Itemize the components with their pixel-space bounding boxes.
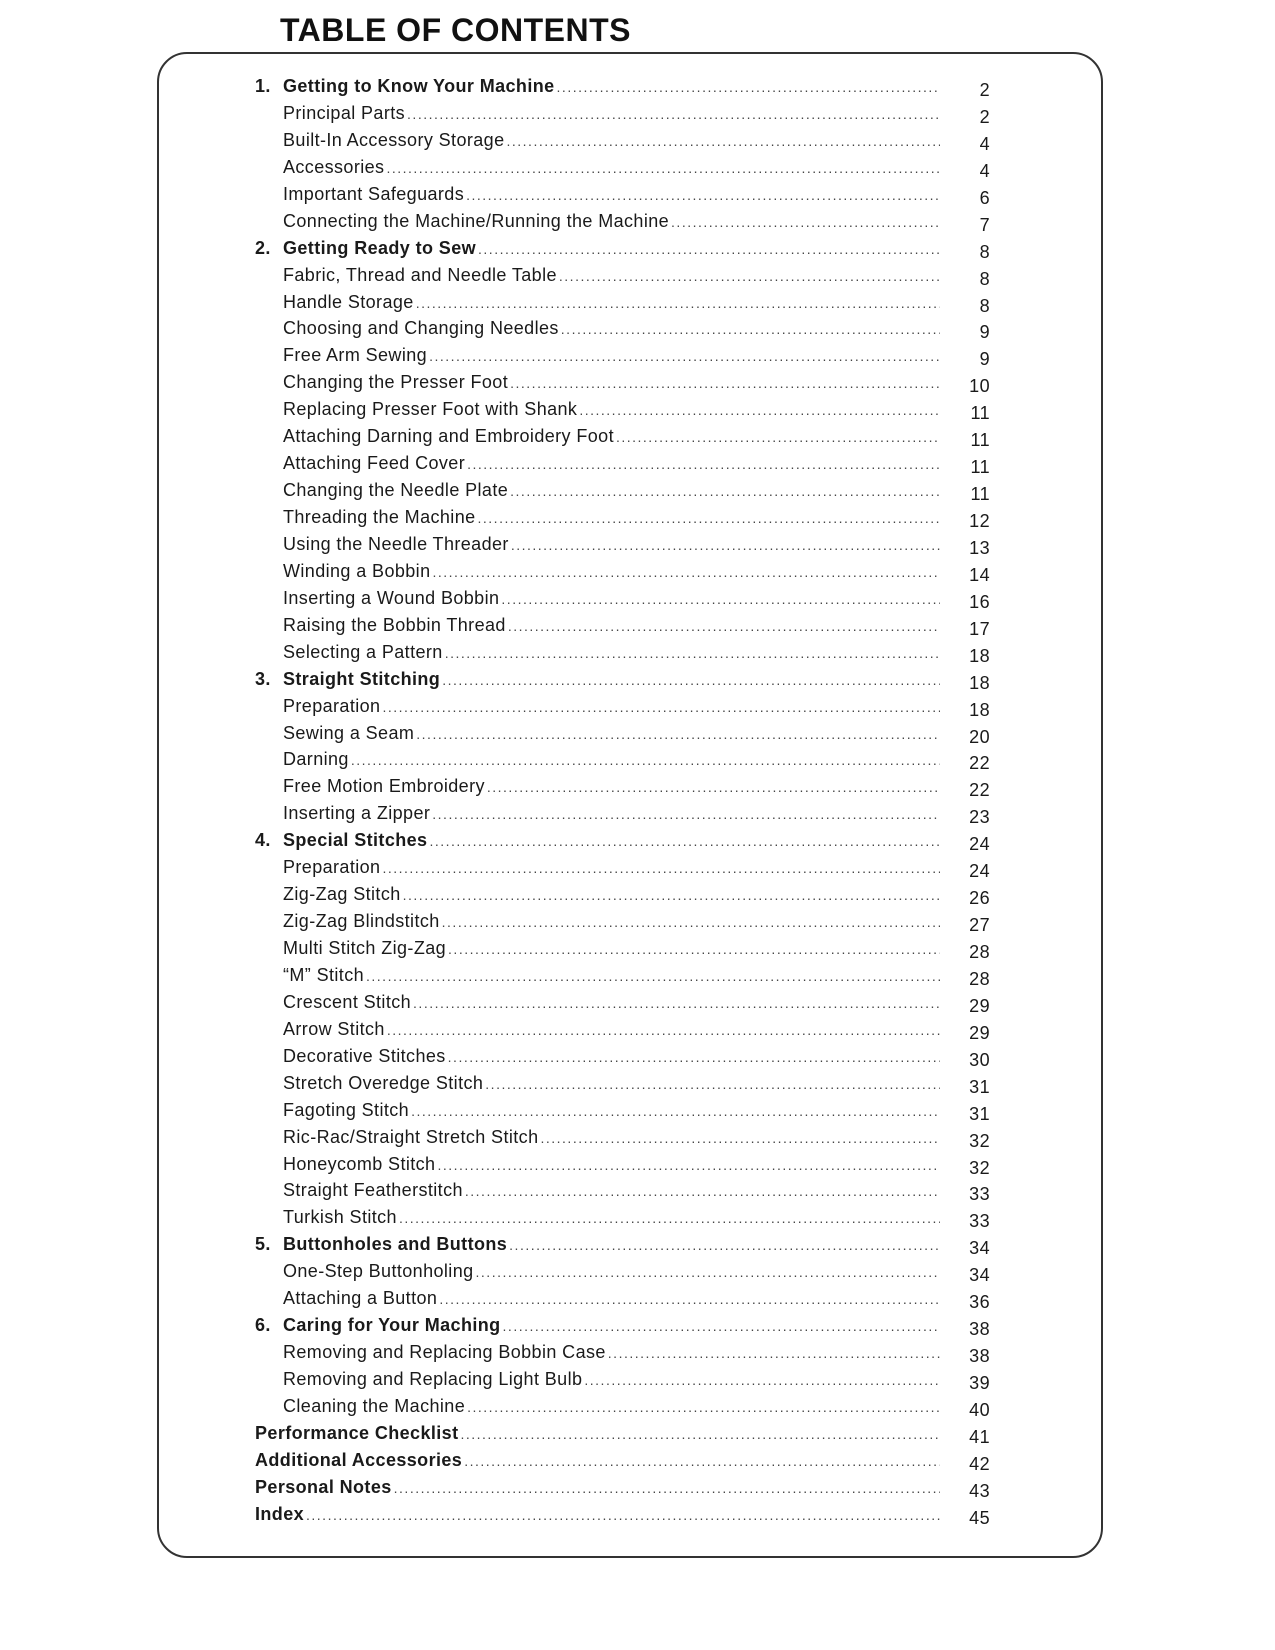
dot-leader bbox=[467, 456, 940, 472]
entry-title: Caring for Your Maching bbox=[283, 1315, 501, 1336]
toc-entry bbox=[255, 345, 990, 372]
toc-entry bbox=[255, 749, 990, 776]
toc-entry bbox=[255, 911, 990, 938]
page-number: 11 bbox=[970, 457, 990, 478]
page-number: 6 bbox=[979, 187, 990, 208]
toc-entry bbox=[255, 965, 990, 992]
page-number: 28 bbox=[969, 968, 990, 989]
toc-entry-heading bbox=[255, 776, 485, 797]
section-number: 1. bbox=[255, 76, 271, 96]
toc-entry bbox=[255, 696, 990, 723]
dot-leader bbox=[403, 887, 940, 903]
page-number: 30 bbox=[969, 1049, 990, 1070]
entry-title: Turkish Stitch bbox=[283, 1207, 397, 1228]
toc-entry bbox=[255, 1423, 990, 1450]
toc-entry bbox=[255, 184, 990, 211]
toc-entry bbox=[255, 1019, 990, 1046]
dot-leader bbox=[413, 995, 940, 1011]
toc-entry-heading bbox=[255, 1288, 437, 1309]
dot-leader bbox=[466, 187, 940, 203]
entry-title: Handle Storage bbox=[283, 291, 414, 312]
dot-leader bbox=[561, 321, 940, 337]
toc-entry bbox=[255, 1369, 990, 1396]
entry-title: Changing the Needle Plate bbox=[283, 480, 509, 501]
section-number: 5. bbox=[255, 1234, 271, 1255]
dot-leader bbox=[382, 860, 940, 876]
entry-title: Zig-Zag Blindstitch bbox=[283, 911, 440, 932]
toc-entry bbox=[255, 238, 990, 265]
toc-entry-heading bbox=[255, 615, 506, 636]
dot-leader bbox=[429, 348, 940, 364]
dot-leader bbox=[616, 429, 940, 445]
entry-title: Darning bbox=[283, 749, 349, 770]
page-number: 45 bbox=[969, 1507, 990, 1528]
page-number: 22 bbox=[969, 753, 990, 774]
toc-entry-heading bbox=[255, 318, 559, 339]
toc-entry bbox=[255, 1046, 990, 1073]
entry-title: Using the Needle Threader bbox=[283, 533, 509, 554]
toc-entry bbox=[255, 1180, 990, 1207]
toc-entry bbox=[255, 372, 990, 399]
toc-entry-heading bbox=[255, 1019, 385, 1040]
page-number: 8 bbox=[979, 295, 990, 316]
toc-entry-heading bbox=[255, 1100, 409, 1121]
page-number: 43 bbox=[969, 1480, 990, 1501]
toc-entry-heading bbox=[255, 130, 505, 151]
dot-leader bbox=[510, 375, 940, 391]
entry-title: Built-In Accessory Storage bbox=[283, 129, 505, 150]
toc-entry bbox=[255, 76, 990, 103]
entry-title: Raising the Bobbin Thread bbox=[283, 614, 506, 635]
entry-title: Straight Featherstitch bbox=[283, 1180, 463, 1201]
toc-entry-heading bbox=[255, 1342, 606, 1363]
entry-title: Inserting a Zipper bbox=[283, 803, 431, 824]
toc-entry-heading bbox=[255, 1450, 462, 1471]
toc-entry-heading bbox=[255, 1127, 538, 1148]
toc-entry-heading bbox=[255, 534, 509, 555]
dot-leader bbox=[351, 752, 940, 768]
entry-title: Attaching a Button bbox=[283, 1288, 438, 1309]
toc-entry-heading bbox=[255, 1369, 582, 1390]
page-number: 11 bbox=[970, 430, 990, 451]
entry-title: Arrow Stitch bbox=[283, 1018, 385, 1039]
entry-title: Additional Accessories bbox=[255, 1449, 463, 1470]
toc-entry bbox=[255, 1342, 990, 1369]
toc-entry-heading bbox=[255, 507, 476, 528]
page-number: 4 bbox=[979, 160, 990, 181]
entry-title: “M” Stitch bbox=[283, 964, 365, 985]
toc-entry bbox=[255, 399, 990, 426]
toc-entry bbox=[255, 857, 990, 884]
page-number: 4 bbox=[979, 133, 990, 154]
toc-entry-heading bbox=[255, 399, 577, 420]
toc-entry bbox=[255, 1261, 990, 1288]
entry-title: Changing the Presser Foot bbox=[283, 372, 509, 393]
entry-title: Getting to Know Your Machine bbox=[283, 76, 555, 96]
toc-entry bbox=[255, 534, 990, 561]
entry-title: Replacing Presser Foot with Shank bbox=[283, 399, 578, 420]
dot-leader bbox=[671, 214, 940, 230]
toc-entry-heading bbox=[255, 696, 380, 717]
page-number: 8 bbox=[979, 241, 990, 262]
toc-entry bbox=[255, 884, 990, 911]
toc-entry bbox=[255, 1288, 990, 1315]
toc-entry-heading bbox=[255, 453, 465, 474]
toc-entry bbox=[255, 830, 990, 857]
toc-entry bbox=[255, 992, 990, 1019]
toc-entry-heading bbox=[255, 642, 443, 663]
page-number: 22 bbox=[969, 780, 990, 801]
entry-title: Principal Parts bbox=[283, 102, 406, 123]
entry-title: Important Safeguards bbox=[283, 183, 465, 204]
page-number: 23 bbox=[969, 807, 990, 828]
entry-title: Multi Stitch Zig-Zag bbox=[283, 938, 447, 958]
entry-title: Buttonholes and Buttons bbox=[283, 1234, 508, 1255]
dot-leader bbox=[507, 133, 941, 149]
page-number: 38 bbox=[969, 1346, 990, 1367]
dot-leader bbox=[476, 1264, 940, 1280]
entry-title: Stretch Overedge Stitch bbox=[283, 1072, 484, 1093]
toc-entry-heading bbox=[255, 157, 384, 178]
entry-title: Choosing and Changing Needles bbox=[283, 318, 559, 339]
dot-leader bbox=[448, 941, 940, 957]
toc-entry-heading bbox=[255, 1073, 483, 1094]
toc-entry-heading bbox=[255, 588, 499, 609]
dot-leader bbox=[382, 699, 940, 715]
toc-entry bbox=[255, 1073, 990, 1100]
toc-entry bbox=[255, 803, 990, 830]
toc-entry bbox=[255, 1127, 990, 1154]
page-number: 20 bbox=[969, 726, 990, 747]
dot-leader bbox=[306, 1507, 940, 1523]
page-number: 14 bbox=[969, 564, 990, 585]
toc-entry-heading bbox=[255, 1261, 474, 1282]
toc-entry-heading bbox=[255, 749, 349, 770]
entry-title: Zig-Zag Stitch bbox=[283, 884, 401, 905]
dot-leader bbox=[439, 1291, 940, 1307]
dot-leader bbox=[478, 510, 940, 526]
toc-entry-heading bbox=[255, 1315, 501, 1336]
page-number: 29 bbox=[969, 1022, 990, 1043]
toc-entry bbox=[255, 1477, 990, 1504]
entry-title: Free Motion Embroidery bbox=[283, 776, 485, 797]
entry-title: Getting Ready to Sew bbox=[283, 237, 477, 258]
toc-entry-heading bbox=[255, 1154, 435, 1175]
toc-entry bbox=[255, 642, 990, 669]
dot-leader bbox=[416, 295, 940, 311]
dot-leader bbox=[485, 1076, 940, 1092]
page-number: 9 bbox=[979, 349, 990, 370]
entry-title: Performance Checklist bbox=[255, 1422, 459, 1443]
toc-entry-heading bbox=[255, 911, 440, 932]
toc-entry bbox=[255, 1234, 990, 1261]
toc-entry-heading bbox=[255, 1234, 507, 1255]
entry-title: Cleaning the Machine bbox=[283, 1395, 466, 1416]
dot-leader bbox=[366, 968, 940, 984]
toc-entry-heading bbox=[255, 561, 431, 582]
toc-entry-heading bbox=[255, 265, 557, 286]
entry-title: Sewing a Seam bbox=[283, 722, 415, 743]
toc-entry bbox=[255, 507, 990, 534]
dot-leader bbox=[432, 806, 940, 822]
toc-entry bbox=[255, 1100, 990, 1127]
entry-title: Index bbox=[255, 1503, 305, 1524]
dot-leader bbox=[407, 106, 940, 122]
toc-entry-heading bbox=[255, 238, 476, 259]
dot-leader bbox=[584, 1372, 940, 1388]
toc-entry bbox=[255, 1504, 990, 1531]
toc-entry bbox=[255, 480, 990, 507]
entry-title: Free Arm Sewing bbox=[283, 345, 428, 366]
toc-entry-heading bbox=[255, 1396, 465, 1417]
section-number: 2. bbox=[255, 237, 271, 258]
dot-leader bbox=[557, 79, 940, 95]
page-number: 8 bbox=[979, 268, 990, 289]
page-number: 24 bbox=[969, 861, 990, 882]
entry-title: Special Stitches bbox=[283, 830, 428, 851]
toc-entry bbox=[255, 615, 990, 642]
entry-title: Fagoting Stitch bbox=[283, 1099, 410, 1120]
section-number: 4. bbox=[255, 830, 271, 851]
dot-leader bbox=[448, 1049, 940, 1065]
page-number: 39 bbox=[969, 1373, 990, 1393]
page-number: 7 bbox=[979, 214, 990, 235]
page-number: 13 bbox=[969, 537, 990, 558]
toc-entry bbox=[255, 1207, 990, 1234]
toc-entry bbox=[255, 318, 990, 345]
contents-list bbox=[255, 76, 990, 1531]
toc-entry-heading bbox=[255, 1477, 392, 1498]
dot-leader bbox=[487, 779, 940, 795]
toc-entry bbox=[255, 1450, 990, 1477]
dot-leader bbox=[501, 591, 940, 607]
entry-title: Connecting the Machine/Running the Machine bbox=[283, 210, 670, 231]
page-number: 28 bbox=[969, 942, 990, 962]
toc-entry bbox=[255, 453, 990, 480]
entry-title: Removing and Replacing Light Bulb bbox=[283, 1369, 583, 1389]
dot-leader bbox=[442, 914, 940, 930]
toc-entry-heading bbox=[255, 1180, 463, 1201]
toc-entry bbox=[255, 1315, 990, 1342]
toc-entry bbox=[255, 130, 990, 157]
page-number: 31 bbox=[969, 1103, 990, 1124]
toc-entry-heading bbox=[255, 76, 555, 97]
dot-leader bbox=[399, 1210, 940, 1226]
toc-entry-heading bbox=[255, 992, 411, 1013]
entry-title: Fabric, Thread and Needle Table bbox=[283, 264, 557, 285]
dot-leader bbox=[511, 537, 940, 553]
toc-entry-heading bbox=[255, 426, 614, 447]
dot-leader bbox=[464, 1453, 940, 1469]
dot-leader bbox=[579, 402, 940, 418]
page-number: 11 bbox=[970, 403, 990, 424]
page-title: TABLE OF CONTENTS bbox=[280, 12, 631, 48]
entry-title: One-Step Buttonholing bbox=[283, 1261, 474, 1282]
toc-entry bbox=[255, 157, 990, 184]
toc-entry-heading bbox=[255, 830, 427, 851]
dot-leader bbox=[411, 1103, 940, 1119]
toc-entry bbox=[255, 588, 990, 615]
dot-leader bbox=[540, 1130, 940, 1146]
toc-entry-heading bbox=[255, 292, 414, 313]
dot-leader bbox=[559, 268, 940, 284]
page-number: 29 bbox=[969, 995, 990, 1016]
page-number: 38 bbox=[969, 1319, 990, 1340]
dot-leader bbox=[508, 618, 940, 634]
entry-title: Straight Stitching bbox=[283, 668, 441, 689]
dot-leader bbox=[509, 1237, 940, 1253]
dot-leader bbox=[608, 1345, 940, 1361]
toc-entry-heading bbox=[255, 345, 427, 366]
toc-entry-heading bbox=[255, 965, 364, 986]
dot-leader bbox=[510, 483, 940, 499]
page-number: 16 bbox=[969, 591, 990, 612]
page-number: 26 bbox=[969, 888, 990, 909]
page-number: 9 bbox=[979, 322, 990, 343]
toc-entry-heading bbox=[255, 1207, 397, 1228]
toc-entry bbox=[255, 561, 990, 588]
toc-entry bbox=[255, 776, 990, 803]
entry-title: Threading the Machine bbox=[283, 507, 476, 527]
entry-title: Inserting a Wound Bobbin bbox=[283, 587, 500, 608]
page-number: 34 bbox=[969, 1265, 990, 1286]
dot-leader bbox=[478, 241, 940, 257]
dot-leader bbox=[465, 1183, 940, 1199]
page-number: 36 bbox=[969, 1292, 990, 1313]
dot-leader bbox=[394, 1480, 940, 1496]
toc-entry bbox=[255, 292, 990, 319]
page-number: 24 bbox=[969, 834, 990, 855]
entry-title: Removing and Replacing Bobbin Case bbox=[283, 1342, 606, 1363]
entry-title: Preparation bbox=[283, 857, 381, 878]
toc-entry bbox=[255, 1154, 990, 1181]
entry-title: Accessories bbox=[283, 156, 385, 177]
toc-entry-heading bbox=[255, 857, 380, 878]
toc-entry bbox=[255, 723, 990, 750]
toc-entry-heading bbox=[255, 1046, 446, 1067]
toc-entry bbox=[255, 103, 990, 130]
toc-entry bbox=[255, 938, 990, 965]
section-number: 6. bbox=[255, 1315, 271, 1336]
toc-entry-heading bbox=[255, 669, 440, 690]
page-number: 34 bbox=[969, 1238, 990, 1259]
entry-title: Honeycomb Stitch bbox=[283, 1153, 436, 1174]
page-number: 33 bbox=[969, 1211, 990, 1232]
page-number: 11 bbox=[970, 484, 990, 505]
page-number: 31 bbox=[969, 1076, 990, 1097]
toc-entry-heading bbox=[255, 723, 414, 744]
page-number: 18 bbox=[969, 672, 990, 693]
dot-leader bbox=[437, 1157, 940, 1173]
page-number: 41 bbox=[969, 1426, 990, 1447]
page-number: 10 bbox=[969, 376, 990, 397]
page-number: 2 bbox=[979, 80, 990, 100]
page-number: 2 bbox=[979, 106, 990, 127]
dot-leader bbox=[442, 672, 940, 688]
toc-entry bbox=[255, 426, 990, 453]
toc-entry bbox=[255, 265, 990, 292]
dot-leader bbox=[433, 564, 941, 580]
entry-title: Decorative Stitches bbox=[283, 1045, 446, 1066]
entry-title: Preparation bbox=[283, 695, 381, 716]
dot-leader bbox=[416, 726, 940, 742]
dot-leader bbox=[503, 1318, 940, 1334]
toc-entry-heading bbox=[255, 211, 669, 232]
page-number: 27 bbox=[969, 915, 990, 936]
page-number: 33 bbox=[969, 1184, 990, 1205]
entry-title: Attaching Darning and Embroidery Foot bbox=[283, 426, 614, 447]
page-number: 18 bbox=[969, 699, 990, 720]
toc-entry-heading bbox=[255, 184, 464, 205]
page-number: 18 bbox=[969, 645, 990, 666]
toc-entry-heading bbox=[255, 1423, 458, 1444]
toc-entry-heading bbox=[255, 884, 401, 905]
page-number: 12 bbox=[969, 511, 990, 531]
dot-leader bbox=[467, 1399, 940, 1415]
entry-title: Personal Notes bbox=[255, 1476, 392, 1497]
toc-entry-heading bbox=[255, 372, 508, 393]
toc-entry-heading bbox=[255, 803, 430, 824]
dot-leader bbox=[386, 160, 940, 176]
toc-entry bbox=[255, 669, 990, 696]
page-number: 32 bbox=[969, 1157, 990, 1178]
toc-entry bbox=[255, 211, 990, 238]
dot-leader bbox=[429, 833, 940, 849]
toc-entry-heading bbox=[255, 1504, 304, 1525]
page-number: 17 bbox=[969, 618, 990, 639]
section-number: 3. bbox=[255, 668, 271, 689]
dot-leader bbox=[445, 645, 940, 661]
toc-entry-heading bbox=[255, 480, 508, 501]
entry-title: Attaching Feed Cover bbox=[283, 453, 466, 474]
toc-entry-heading bbox=[255, 103, 405, 124]
entry-title: Selecting a Pattern bbox=[283, 641, 443, 662]
entry-title: Ric-Rac/Straight Stretch Stitch bbox=[283, 1126, 539, 1147]
page-number: 40 bbox=[969, 1399, 990, 1420]
dot-leader bbox=[387, 1022, 940, 1038]
toc-entry bbox=[255, 1396, 990, 1423]
page-number: 32 bbox=[969, 1130, 990, 1151]
dot-leader bbox=[460, 1426, 940, 1442]
entry-title: Winding a Bobbin bbox=[283, 560, 431, 581]
page-number: 42 bbox=[969, 1453, 990, 1474]
toc-entry-heading bbox=[255, 938, 446, 959]
entry-title: Crescent Stitch bbox=[283, 991, 412, 1012]
